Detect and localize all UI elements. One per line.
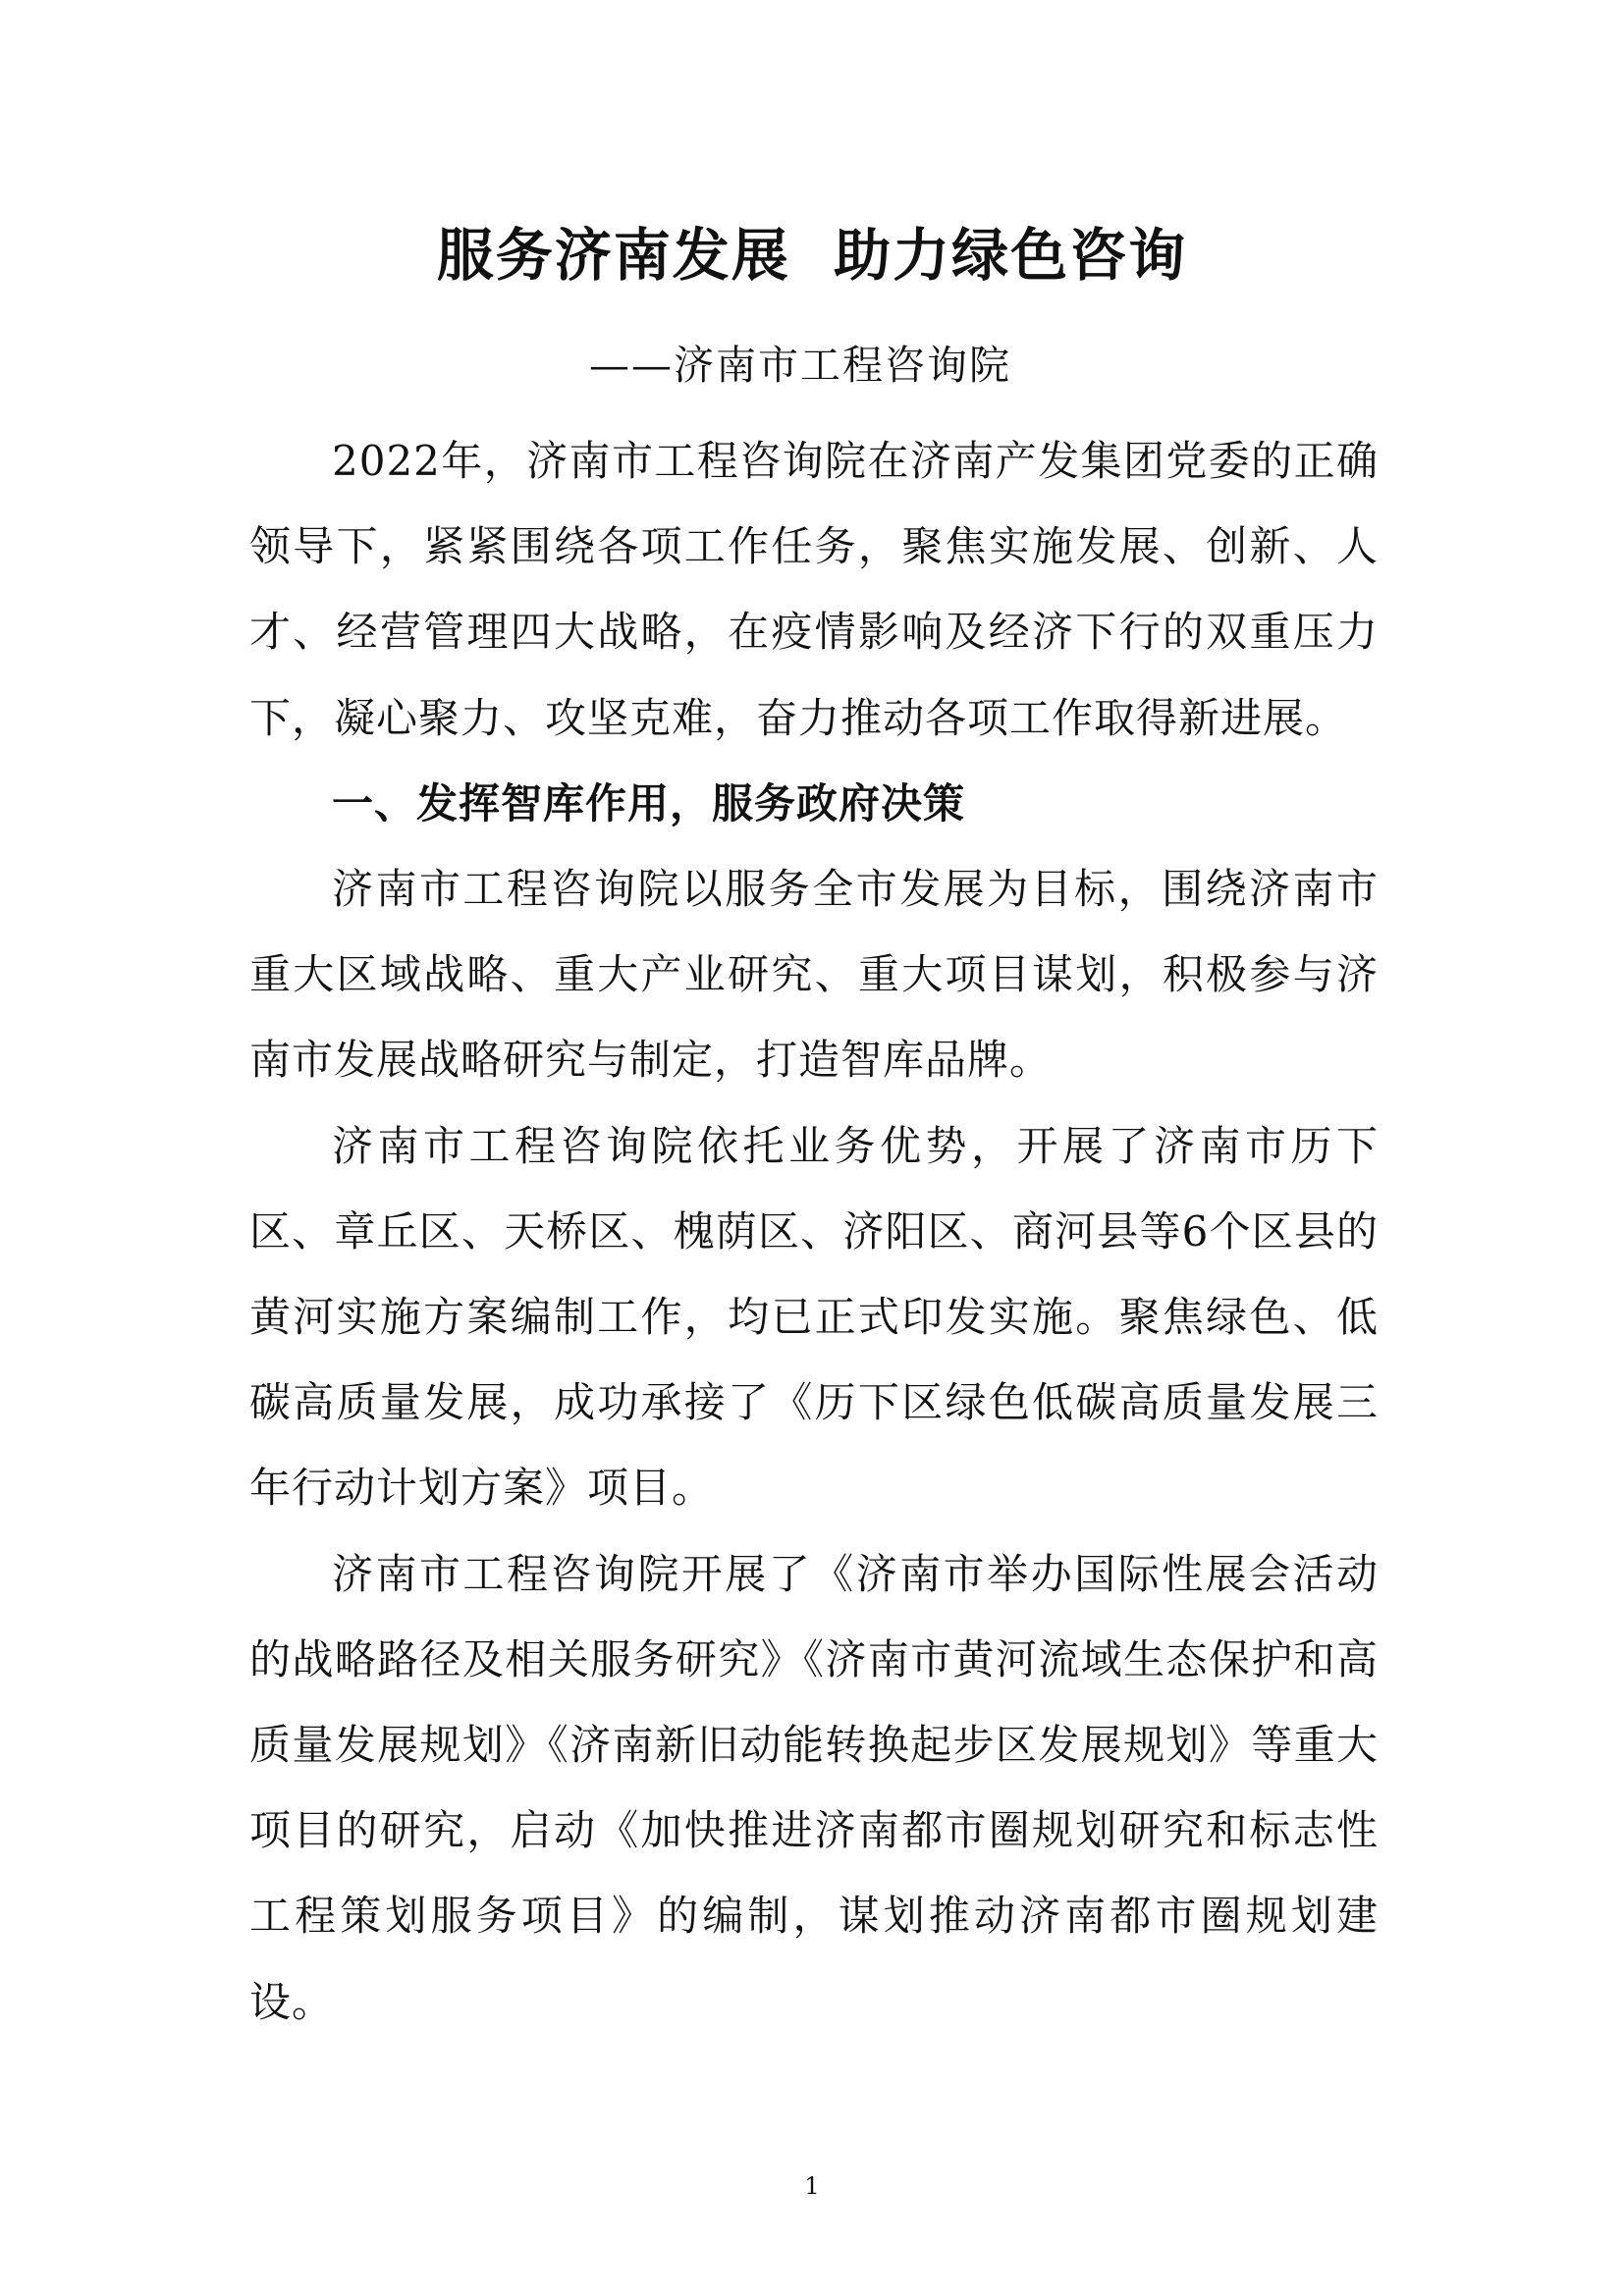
- intro-paragraph: 2022年，济南市工程咨询院在济南产发集团党委的正确领导下，紧紧围绕各项工作任务，聚焦实施发展、创新、人才、经营管理四大战略，在疫情影响及经济下行的双重压力下，凝心聚力、攻坚克难，奋力推动各项工作取得新进展。: [249, 437, 1379, 742]
- section-heading: 一、发挥智库作用，服务政府决策: [332, 778, 966, 828]
- body-paragraph: 济南市工程咨询院依托业务优势，开展了济南市历下区、章丘区、天桥区、槐荫区、济阳区、商河县等6个区县的黄河实施方案编制工作，均已正式印发实施。聚焦绿色、低碳高质量发展，成功承接了《历下区绿色低碳高质量发展三年行动计划方案》项目。: [249, 1121, 1379, 1513]
- page-number: 1: [804, 2172, 820, 2200]
- document-body: [249, 418, 1379, 2045]
- body-paragraph: 济南市工程咨询院以服务全市发展为目标，围绕济南市重大区域战略、重大产业研究、重大项目谋划，积极参与济南市发展战略研究与制定，打造智库品牌。: [249, 865, 1379, 1085]
- author-subtitle: ——济南市工程咨询院: [589, 342, 1011, 389]
- page-title: 服务济南发展 助力绿色咨询: [436, 222, 1188, 289]
- body-paragraph: 济南市工程咨询院开展了《济南市举办国际性展会活动的战略路径及相关服务研究》《济南市黄河流域生态保护和高质量发展规划》《济南新旧动能转换起步区发展规划》等重大项目的研究，启动《加快推进济南都市圈规划研究和标志性工程策划服务项目》的编制，谋划推动济南都市圈规划建设。: [249, 1549, 1379, 2026]
